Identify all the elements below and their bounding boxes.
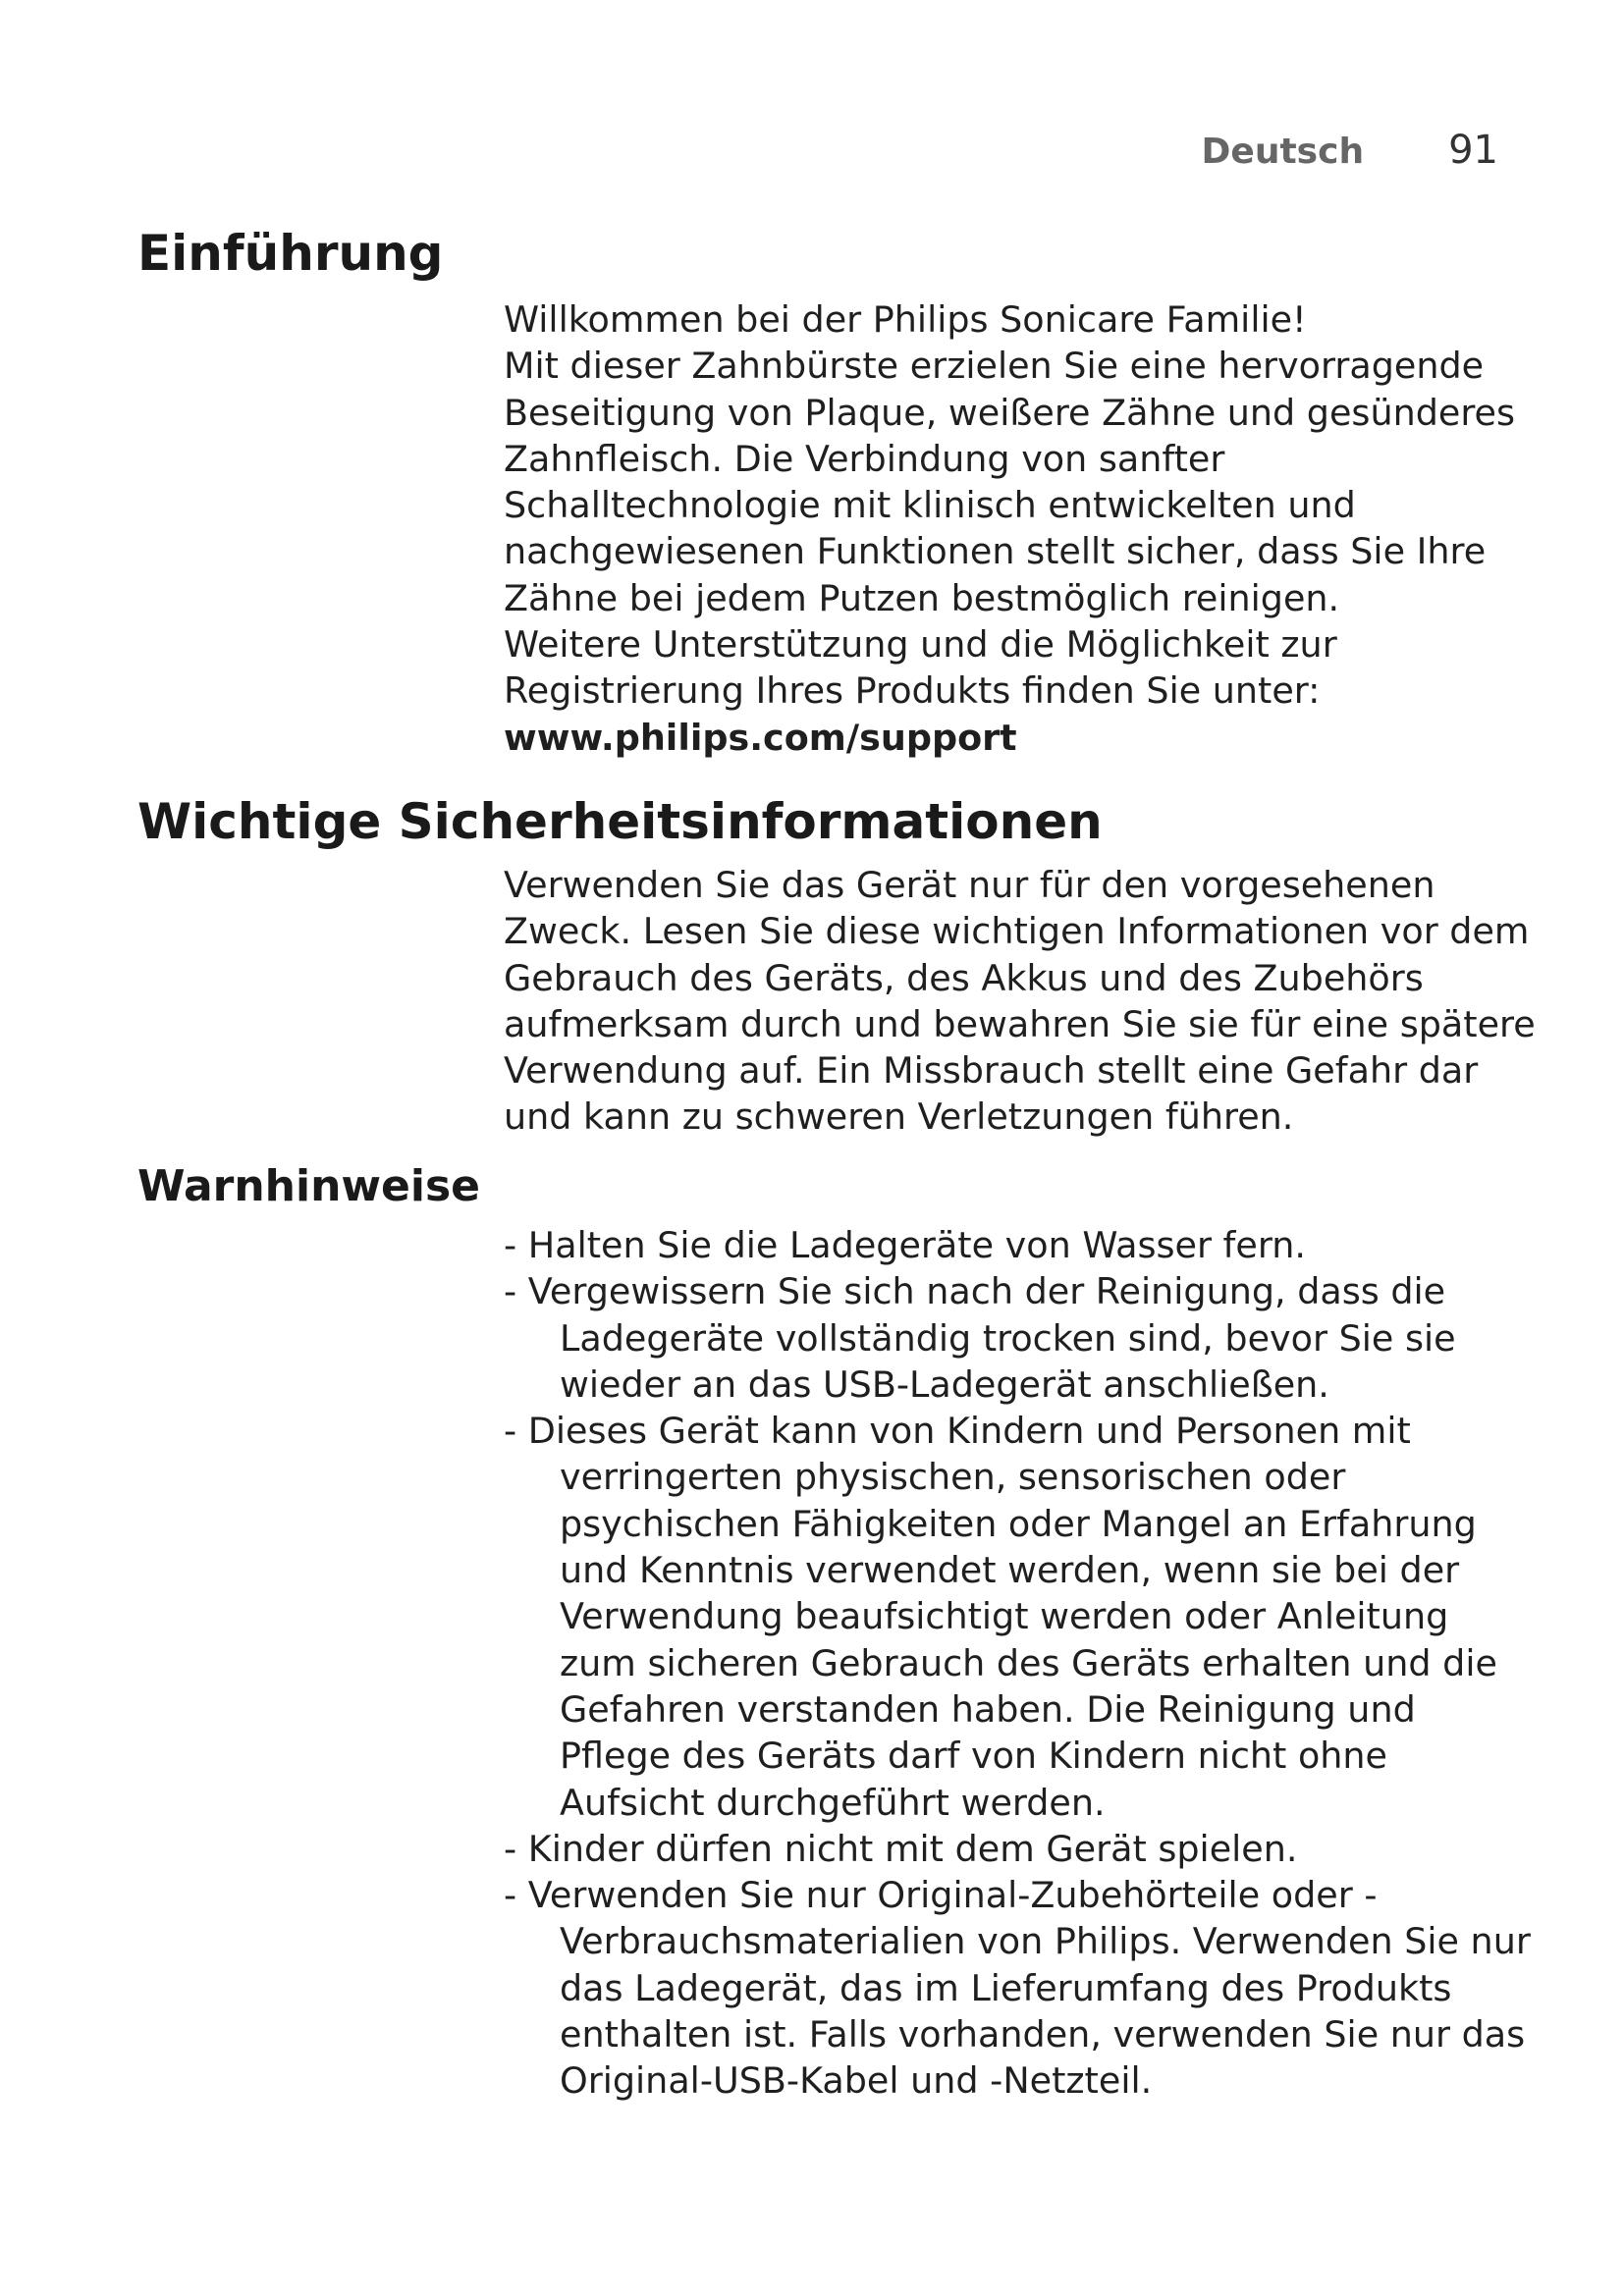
intro-line: Zähne bei jedem Putzen bestmöglich reinigen. bbox=[504, 576, 1340, 619]
warning-item bbox=[504, 1826, 1515, 1872]
intro-line: nachgewiesenen Funktionen stellt sicher, dass Sie Ihre bbox=[504, 530, 1487, 573]
warning-line: - Dieses Gerät kann von Kindern und Personen mit bbox=[504, 1410, 1411, 1453]
section-title-warnings: Warnhinweise bbox=[137, 1161, 481, 1211]
warning-line: - Vergewissern Sie sich nach der Reinigung, dass die bbox=[504, 1270, 1446, 1313]
intro-line: Weitere Unterstützung und die Möglichkeit zur bbox=[504, 623, 1337, 667]
warning-line: Pflege des Geräts darf von Kindern nicht ohne bbox=[560, 1735, 1388, 1778]
safety-line: Zweck. Lesen Sie diese wichtigen Informationen vor dem bbox=[504, 910, 1530, 953]
intro-line: Mit dieser Zahnbürste erzielen Sie eine hervorragende bbox=[504, 345, 1485, 388]
warning-line: das Ladegerät, das im Lieferumfang des Produkts bbox=[560, 1966, 1452, 2009]
safety-line: Gebrauch des Geräts, des Akkus und des Zubehörs bbox=[504, 956, 1424, 999]
language-label: Deutsch bbox=[1201, 132, 1365, 172]
warning-line: psychischen Fähigkeiten oder Mangel an Erfahrung bbox=[560, 1502, 1477, 1545]
warning-line: und Kenntnis verwendet werden, wenn sie bei der bbox=[560, 1549, 1460, 1592]
intro-line: Schalltechnologie mit klinisch entwickelten und bbox=[504, 484, 1356, 527]
warning-line: Verbrauchsmaterialien von Philips. Verwenden Sie nur bbox=[560, 1920, 1531, 1963]
warning-line: Verwendung beaufsichtigt werden oder Anleitung bbox=[560, 1595, 1449, 1638]
page-header bbox=[1202, 128, 1498, 173]
safety-line: Verwenden Sie das Gerät nur für den vorgesehenen bbox=[504, 864, 1435, 906]
warning-bullets bbox=[504, 1222, 1531, 2105]
section-title-intro: Einführung bbox=[137, 225, 444, 282]
warnings-list bbox=[504, 1222, 1531, 2105]
warning-item bbox=[504, 1408, 1515, 1826]
section-title-safety: Wichtige Sicherheitsinformationen bbox=[137, 793, 1103, 850]
support-link[interactable]: www.philips.com/support bbox=[504, 716, 1017, 759]
safety-line: aufmerksam durch und bewahren Sie sie für eine spätere bbox=[504, 1002, 1536, 1045]
warning-item bbox=[504, 1222, 1515, 1268]
warning-line: verringerten physischen, sensorischen oder bbox=[560, 1456, 1346, 1499]
warning-item bbox=[504, 1872, 1531, 2104]
safety-line: Verwendung auf. Ein Missbrauch stellt eine Gefahr dar bbox=[504, 1049, 1479, 1093]
warning-line: Original-USB-Kabel und -Netzteil. bbox=[560, 2059, 1153, 2103]
warning-line: Gefahren verstanden haben. Die Reinigung und bbox=[560, 1687, 1416, 1731]
warning-line: zum sicheren Gebrauch des Geräts erhalten und die bbox=[560, 1641, 1497, 1684]
intro-line: Beseitigung von Plaque, weißere Zähne und gesünderes bbox=[504, 391, 1516, 434]
warning-line: - Halten Sie die Ladegeräte von Wasser fern. bbox=[504, 1224, 1306, 1266]
warning-item bbox=[504, 1268, 1515, 1408]
intro-line: Registrierung Ihres Produkts finden Sie unter: bbox=[504, 669, 1321, 713]
warning-line: - Verwenden Sie nur Original-Zubehörteile oder - bbox=[504, 1874, 1378, 1917]
safety-text bbox=[504, 862, 1536, 1141]
intro-line: Willkommen bei der Philips Sonicare Familie! bbox=[504, 298, 1307, 341]
warning-line: - Kinder dürfen nicht mit dem Gerät spielen. bbox=[504, 1827, 1298, 1870]
warning-line: enthalten ist. Falls vorhanden, verwenden Sie nur das bbox=[560, 2013, 1526, 2056]
page-number: 91 bbox=[1448, 128, 1498, 173]
warning-line: Ladegeräte vollständig trocken sind, bevor Sie sie bbox=[560, 1316, 1456, 1360]
intro-line: Zahnfleisch. Die Verbindung von sanfter bbox=[504, 437, 1225, 480]
warning-line: Aufsicht durchgeführt werden. bbox=[560, 1781, 1106, 1824]
intro-text bbox=[504, 296, 1515, 761]
safety-line: und kann zu schweren Verletzungen führen. bbox=[504, 1095, 1294, 1139]
warning-line: wieder an das USB-Ladegerät anschließen. bbox=[560, 1362, 1329, 1406]
